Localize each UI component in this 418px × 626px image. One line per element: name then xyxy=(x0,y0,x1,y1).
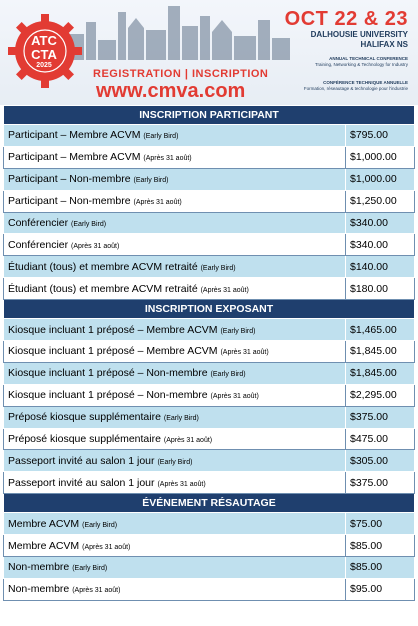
table-row xyxy=(4,256,415,278)
row-label: Participant – Non-membre xyxy=(8,195,131,208)
row-note: (Après 31 août) xyxy=(82,543,131,551)
row-description xyxy=(4,234,346,256)
row-price: $1,465.00 xyxy=(346,319,415,341)
header-banner xyxy=(0,0,418,105)
row-label: Conférencier xyxy=(8,217,69,229)
row-label: Kiosque incluant 1 préposé – Membre ACVM xyxy=(8,345,218,358)
row-label: Kiosque incluant 1 préposé – Non-membre xyxy=(8,389,208,402)
row-note: (Early Bird) xyxy=(220,327,256,335)
conference-fr xyxy=(298,80,408,91)
row-description xyxy=(4,384,346,406)
row-description xyxy=(4,256,346,278)
city-skyline-image xyxy=(70,0,290,60)
row-note: (Early Bird) xyxy=(163,415,199,423)
conference-fr-title: CONFÉRENCE TECHNIQUE ANNUELLE xyxy=(323,80,408,85)
table-row xyxy=(4,450,415,472)
row-label: Préposé kiosque supplémentaire xyxy=(8,433,161,446)
table-row xyxy=(4,406,415,428)
pricing-table xyxy=(3,105,415,601)
row-description xyxy=(4,319,346,341)
row-note: (Après 31 août) xyxy=(72,587,121,595)
row-description xyxy=(4,450,346,472)
row-note: (Early Bird) xyxy=(82,521,118,529)
table-row xyxy=(4,319,415,341)
table-row xyxy=(4,234,415,256)
row-price: $140.00 xyxy=(346,256,415,278)
row-price: $475.00 xyxy=(346,428,415,450)
row-label: Passeport invité au salon 1 jour xyxy=(8,476,155,489)
section-title: INSCRIPTION PARTICIPANT xyxy=(4,106,415,125)
row-description xyxy=(4,278,346,300)
venue-university: DALHOUSIE UNIVERSITY xyxy=(310,30,408,39)
row-label: Préposé kiosque supplémentaire xyxy=(8,411,161,424)
row-price: $180.00 xyxy=(346,278,415,300)
row-note: (Early Bird) xyxy=(143,133,179,141)
row-label: Non-membre xyxy=(8,561,70,574)
table-row xyxy=(4,428,415,450)
logo-top-text: ATC xyxy=(31,33,57,48)
row-label: Kiosque incluant 1 préposé – Non-membre xyxy=(8,367,208,380)
website-link[interactable]: www.cmva.com xyxy=(96,80,246,102)
row-description xyxy=(4,406,346,428)
table-row xyxy=(4,362,415,384)
table-row xyxy=(4,578,415,600)
row-label: Non-membre xyxy=(8,583,70,596)
row-label: Membre ACVM xyxy=(8,539,80,552)
row-price: $305.00 xyxy=(346,450,415,472)
row-description xyxy=(4,168,346,190)
section-header xyxy=(4,106,415,125)
row-price: $375.00 xyxy=(346,406,415,428)
row-price: $795.00 xyxy=(346,125,415,147)
row-price: $75.00 xyxy=(346,513,415,535)
row-price: $375.00 xyxy=(346,472,415,494)
table-row xyxy=(4,472,415,494)
row-description xyxy=(4,428,346,450)
section-title: INSCRIPTION EXPOSANT xyxy=(4,300,415,319)
row-description xyxy=(4,125,346,147)
logo-bottom-text: CTA xyxy=(31,47,57,62)
row-description xyxy=(4,578,346,600)
row-label: Conférencier xyxy=(8,238,69,251)
table-row xyxy=(4,146,415,168)
row-note: (Après 31 août) xyxy=(210,393,259,401)
venue-city: HALIFAX NS xyxy=(360,40,408,49)
row-label: Étudiant (tous) et membre ACVM retraité xyxy=(8,260,198,273)
row-note: (Early Bird) xyxy=(200,264,236,272)
row-price: $1,000.00 xyxy=(346,146,415,168)
row-label: Kiosque incluant 1 préposé – Membre ACVM xyxy=(8,323,218,336)
table-row xyxy=(4,341,415,363)
row-note: (Early Bird) xyxy=(133,177,169,185)
row-label: Membre ACVM xyxy=(8,517,80,530)
table-row xyxy=(4,278,415,300)
row-label: Participant – Non-membre xyxy=(8,173,131,186)
section-title: ÉVÉNEMENT RÉSAUTAGE xyxy=(4,494,415,513)
section-header xyxy=(4,494,415,513)
row-note: (Early Bird) xyxy=(71,221,107,228)
row-description xyxy=(4,557,346,579)
row-price: $85.00 xyxy=(346,535,415,557)
conference-en-title: ANNUAL TECHNICAL CONFERENCE xyxy=(329,56,408,61)
table-row xyxy=(4,535,415,557)
row-price: $1,250.00 xyxy=(346,190,415,212)
table-row xyxy=(4,168,415,190)
conference-en-subtitle: Training, Networking & Technology for Industry xyxy=(314,61,408,67)
table-row xyxy=(4,212,415,234)
table-row xyxy=(4,513,415,535)
row-note: (Early Bird) xyxy=(72,565,108,573)
row-label: Étudiant (tous) et membre ACVM retraité xyxy=(8,282,198,295)
table-row xyxy=(4,384,415,406)
conference-fr-subtitle: Formation, réseautage & technologie pour l'industrie xyxy=(303,85,408,91)
logo-acronym xyxy=(24,34,64,62)
row-label: Passeport invité au salon 1 jour xyxy=(8,454,155,467)
row-price: $1,000.00 xyxy=(346,168,415,190)
row-note: (Après 31 août) xyxy=(163,437,213,445)
row-note: (Early Bird) xyxy=(210,371,246,379)
row-description xyxy=(4,535,346,557)
row-price: $1,845.00 xyxy=(346,341,415,363)
row-price: $340.00 xyxy=(346,212,415,234)
row-price: $1,845.00 xyxy=(346,362,415,384)
row-label: Participant – Membre ACVM xyxy=(8,151,141,164)
row-label: Participant – Membre ACVM xyxy=(8,129,141,142)
row-description xyxy=(4,212,346,234)
row-description xyxy=(4,146,346,168)
row-description xyxy=(4,513,346,535)
row-price: $340.00 xyxy=(346,234,415,256)
registration-label: REGISTRATION | INSCRIPTION xyxy=(93,68,269,80)
row-note: (Après 31 août) xyxy=(133,199,182,207)
event-date: OCT 22 & 23 xyxy=(284,8,408,30)
table-row xyxy=(4,557,415,579)
table-row xyxy=(4,190,415,212)
row-description xyxy=(4,362,346,384)
row-note: (Après 31 août) xyxy=(71,242,120,250)
row-note: (Early Bird) xyxy=(157,458,193,466)
row-note: (Après 31 août) xyxy=(200,286,249,294)
row-price: $2,295.00 xyxy=(346,384,415,406)
conference-en xyxy=(298,56,408,67)
row-note: (Après 31 août) xyxy=(157,480,206,488)
row-note: (Après 31 août) xyxy=(143,155,192,163)
row-price: $85.00 xyxy=(346,557,415,579)
row-note: (Après 31 août) xyxy=(220,349,269,357)
table-row xyxy=(4,125,415,147)
row-description xyxy=(4,472,346,494)
section-header xyxy=(4,300,415,319)
row-price: $95.00 xyxy=(346,578,415,600)
row-description xyxy=(4,190,346,212)
row-description xyxy=(4,341,346,363)
logo-year: 2025 xyxy=(36,62,52,69)
